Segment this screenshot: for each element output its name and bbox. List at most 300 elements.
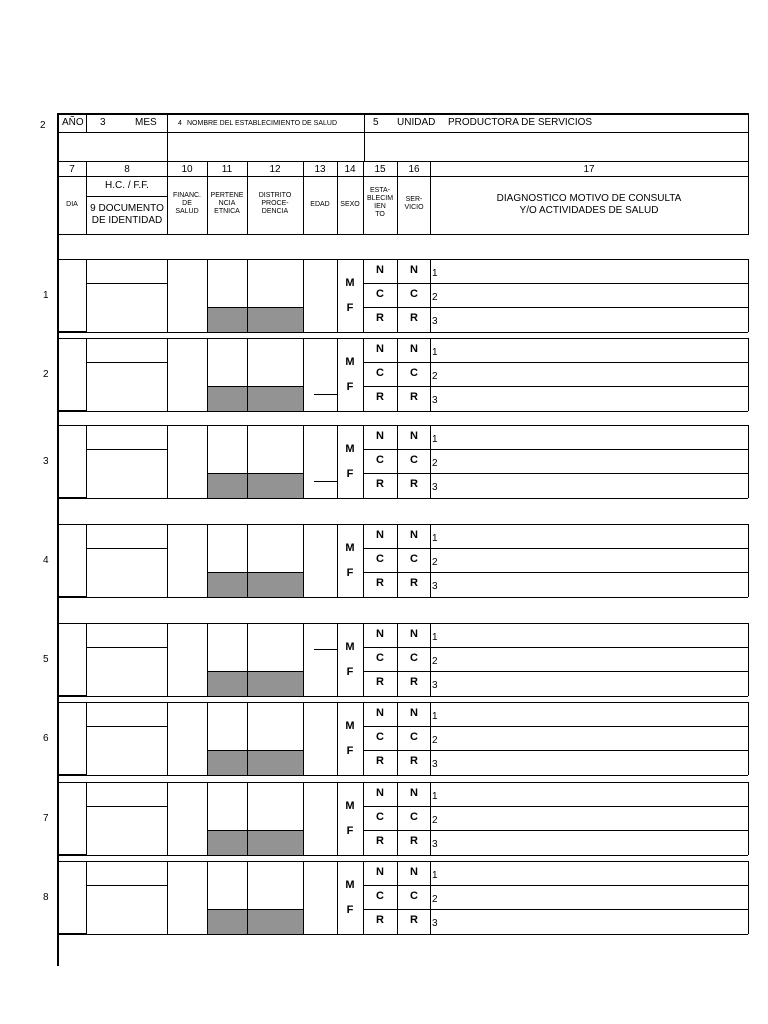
record-column-separator [430, 861, 431, 934]
record-hc-line [86, 806, 167, 807]
servicio-status-option[interactable]: C [410, 811, 418, 823]
record-column-separator [397, 425, 398, 498]
record-row-line [363, 671, 748, 672]
record-column-separator [748, 702, 749, 775]
establecimiento-status-option[interactable]: R [376, 312, 384, 324]
record-row-line [363, 572, 748, 573]
col-num-15: 15 [374, 164, 386, 175]
distrito-label-3: DENCIA [261, 208, 289, 215]
servicio-label-1: SER- [405, 196, 423, 203]
servicio-status-option[interactable]: R [410, 577, 418, 589]
record-column-separator [57, 524, 58, 597]
establecimiento-status-option[interactable]: C [376, 454, 384, 466]
establecimiento-col-label-1: ESTA- [369, 187, 391, 194]
diagnosis-line-number: 3 [432, 581, 438, 592]
shaded-top-line [207, 909, 303, 910]
record-bottom-line [86, 332, 748, 333]
establecimiento-status-option[interactable]: R [376, 755, 384, 767]
edad-label: EDAD [310, 201, 330, 208]
record-row-line [363, 283, 748, 284]
unidad-label: UNIDAD [397, 117, 436, 128]
record-hc-line [86, 362, 167, 363]
col-num-8: 8 [124, 164, 130, 175]
col-num-11: 11 [221, 164, 233, 175]
establecimiento-status-option[interactable]: N [376, 628, 384, 640]
servicio-status-option[interactable]: N [410, 866, 418, 878]
servicio-status-option[interactable]: R [410, 478, 418, 490]
financ-label-3: SALUD [175, 208, 199, 215]
record-hc-line [86, 726, 167, 727]
servicio-status-option[interactable]: C [410, 288, 418, 300]
pertenencia-shaded-cell [208, 672, 247, 696]
establecimiento-status-option[interactable]: N [376, 707, 384, 719]
pertenencia-shaded-cell [208, 474, 247, 498]
record-column-separator [337, 861, 338, 934]
record-row-line [363, 726, 748, 727]
pertenencia-shaded-cell [208, 308, 247, 332]
col-sep-397 [397, 161, 398, 234]
record-column-separator [303, 524, 304, 597]
financ-label-2: DE [182, 200, 192, 207]
sex-option-m[interactable]: M [345, 356, 355, 368]
sex-option-f[interactable]: F [346, 302, 354, 314]
record-column-separator [337, 259, 338, 332]
record-number: 2 [43, 369, 49, 380]
diagnosis-line-number: 2 [432, 458, 438, 469]
record-column-separator [86, 338, 87, 411]
record-column-separator [748, 338, 749, 411]
col-sep-247 [247, 161, 248, 234]
establecimiento-status-option[interactable]: R [376, 676, 384, 688]
record-column-separator [748, 782, 749, 855]
record-column-separator [86, 782, 87, 855]
record-hc-line [86, 885, 167, 886]
establecimiento-status-option[interactable]: N [376, 787, 384, 799]
record-column-separator [748, 259, 749, 332]
establecimiento-status-option[interactable]: C [376, 811, 384, 823]
servicio-status-option[interactable]: R [410, 676, 418, 688]
record-column-separator [167, 425, 168, 498]
record-column-separator [167, 702, 168, 775]
record-column-separator [57, 338, 58, 411]
distrito-shaded-cell [248, 573, 303, 597]
record-column-separator [397, 702, 398, 775]
diagnosis-line-number: 2 [432, 656, 438, 667]
record-bottom-line [86, 411, 748, 412]
sex-option-f[interactable]: F [346, 381, 354, 393]
record-row-line [363, 362, 748, 363]
establecimiento-status-option[interactable]: C [376, 652, 384, 664]
col-num-16: 16 [408, 164, 420, 175]
col-sep-337 [337, 161, 338, 234]
sex-option-m[interactable]: M [345, 542, 355, 554]
diagnosis-line-number: 1 [432, 870, 438, 881]
record-hc-line [86, 283, 167, 284]
col-num-14: 14 [344, 164, 356, 175]
establecimiento-status-option[interactable]: R [376, 914, 384, 926]
diagnosis-line-number: 3 [432, 759, 438, 770]
record-column-separator [167, 338, 168, 411]
header-line-2 [57, 161, 749, 162]
record-column-separator [363, 338, 364, 411]
hc-ff-label: H.C. / F.F. [105, 180, 149, 191]
record-row-line [363, 647, 748, 648]
record-row-line [363, 750, 748, 751]
frame-top-line [57, 113, 749, 115]
record-hc-line [86, 647, 167, 648]
record-top-line [57, 623, 749, 624]
record-bottom-line [86, 934, 748, 935]
pertenencia-shaded-cell [208, 573, 247, 597]
record-column-separator [303, 338, 304, 411]
distrito-label-2: PROCE- [261, 200, 289, 207]
servicio-status-option[interactable]: C [410, 890, 418, 902]
record-column-separator [337, 338, 338, 411]
servicio-status-option[interactable]: N [410, 628, 418, 640]
diagnosis-line-number: 3 [432, 918, 438, 929]
header-row-number: 2 [40, 120, 46, 131]
diagnosis-line-number: 3 [432, 316, 438, 327]
establecimiento-status-option[interactable]: C [376, 288, 384, 300]
establecimiento-col-label-3: IEN [374, 203, 386, 210]
establecimiento-status-option[interactable]: N [376, 264, 384, 276]
record-column-separator [303, 861, 304, 934]
record-column-separator [748, 861, 749, 934]
record-day-separator [57, 497, 87, 499]
record-row-line [363, 449, 748, 450]
title-sep-2 [167, 113, 168, 161]
sexo-label: SEXO [340, 201, 360, 208]
servicio-status-option[interactable]: C [410, 553, 418, 565]
shaded-top-line [207, 572, 303, 573]
record-column-separator [430, 782, 431, 855]
title-sep-3 [364, 113, 365, 161]
servicio-status-option[interactable]: N [410, 430, 418, 442]
record-row-line [363, 386, 748, 387]
record-row-line [363, 909, 748, 910]
col-sep-167 [167, 161, 168, 234]
edad-line [314, 481, 338, 482]
diagnosis-line-number: 3 [432, 839, 438, 850]
record-column-separator [337, 782, 338, 855]
record-day-separator [57, 933, 87, 935]
sex-option-m[interactable]: M [345, 443, 355, 455]
distrito-shaded-cell [248, 308, 303, 332]
establecimiento-status-option[interactable]: C [376, 731, 384, 743]
establecimiento-status-option[interactable]: C [376, 367, 384, 379]
establecimiento-status-option[interactable]: R [376, 835, 384, 847]
record-number: 6 [43, 733, 49, 744]
record-row-line [363, 830, 748, 831]
servicio-status-option[interactable]: N [410, 264, 418, 276]
frame-right-line [748, 113, 749, 234]
record-row-line [363, 548, 748, 549]
sex-option-f[interactable]: F [346, 745, 354, 757]
record-column-separator [430, 338, 431, 411]
record-day-separator [57, 410, 87, 412]
record-column-separator [397, 782, 398, 855]
servicio-status-option[interactable]: C [410, 367, 418, 379]
establecimiento-status-option[interactable]: N [376, 866, 384, 878]
pertenencia-shaded-cell [208, 751, 247, 775]
record-bottom-line [86, 498, 748, 499]
sex-option-f[interactable]: F [346, 904, 354, 916]
record-column-separator [167, 782, 168, 855]
diagnosis-line-number: 2 [432, 557, 438, 568]
servicio-status-option[interactable]: R [410, 914, 418, 926]
pertenencia-shaded-cell [208, 910, 247, 934]
record-bottom-line [86, 855, 748, 856]
col-sep-86 [86, 161, 87, 234]
record-column-separator [363, 861, 364, 934]
diagnosis-line-number: 3 [432, 482, 438, 493]
sex-option-m[interactable]: M [345, 800, 355, 812]
record-top-line [57, 425, 749, 426]
diagnosis-line-number: 3 [432, 680, 438, 691]
record-day-separator [57, 774, 87, 776]
establecimiento-status-option[interactable]: N [376, 430, 384, 442]
diagnosis-line-number: 2 [432, 371, 438, 382]
establecimiento-col-label-4: TO [375, 211, 385, 218]
record-column-separator [363, 782, 364, 855]
header-line-3 [57, 176, 749, 177]
establecimiento-col-label-2: BLECIM [366, 195, 394, 202]
record-number: 5 [43, 654, 49, 665]
record-top-line [57, 782, 749, 783]
record-column-separator [167, 259, 168, 332]
establecimiento-status-option[interactable]: R [376, 391, 384, 403]
record-column-separator [303, 259, 304, 332]
distrito-shaded-cell [248, 831, 303, 855]
record-row-line [363, 473, 748, 474]
servicio-status-option[interactable]: C [410, 454, 418, 466]
record-column-separator [303, 702, 304, 775]
record-column-separator [337, 524, 338, 597]
diagnosis-line-number: 2 [432, 894, 438, 905]
pertenencia-shaded-cell [208, 831, 247, 855]
record-hc-line [86, 548, 167, 549]
establecimiento-label: NOMBRE DEL ESTABLECIMIENTO DE SALUD [187, 120, 338, 127]
distrito-shaded-cell [248, 672, 303, 696]
record-column-separator [748, 524, 749, 597]
pertenencia-label-3: ETNICA [214, 208, 240, 215]
record-column-separator [167, 524, 168, 597]
servicio-status-option[interactable]: N [410, 529, 418, 541]
record-number: 4 [43, 555, 49, 566]
record-column-separator [303, 623, 304, 696]
sex-option-f[interactable]: F [346, 825, 354, 837]
record-bottom-line [86, 597, 748, 598]
servicio-label-2: VICIO [404, 204, 424, 211]
shaded-top-line [207, 830, 303, 831]
record-column-separator [303, 425, 304, 498]
sex-option-m[interactable]: M [345, 879, 355, 891]
record-column-separator [397, 338, 398, 411]
sex-option-m[interactable]: M [345, 720, 355, 732]
record-top-line [57, 861, 749, 862]
distrito-shaded-cell [248, 387, 303, 411]
record-column-separator [57, 425, 58, 498]
record-top-line [57, 524, 749, 525]
mes-label: MES [135, 117, 157, 128]
shaded-top-line [207, 671, 303, 672]
establecimiento-status-option[interactable]: N [376, 343, 384, 355]
shaded-top-line [207, 473, 303, 474]
record-column-separator [363, 702, 364, 775]
col-num-13: 13 [314, 164, 326, 175]
record-column-separator [57, 259, 58, 332]
header-line-1 [57, 132, 749, 133]
record-column-separator [86, 702, 87, 775]
record-column-separator [86, 259, 87, 332]
record-top-line [57, 338, 749, 339]
record-column-separator [397, 524, 398, 597]
servicio-status-option[interactable]: N [410, 343, 418, 355]
record-top-line [57, 702, 749, 703]
servicio-status-option[interactable]: R [410, 312, 418, 324]
record-column-separator [363, 524, 364, 597]
record-column-separator [748, 425, 749, 498]
establecimiento-status-option[interactable]: N [376, 529, 384, 541]
diagnosis-line-number: 2 [432, 735, 438, 746]
servicio-status-option[interactable]: R [410, 391, 418, 403]
title-sep-1 [86, 113, 87, 132]
servicio-status-option[interactable]: C [410, 652, 418, 664]
financ-label-1: FINANC. [173, 192, 201, 199]
record-column-separator [337, 425, 338, 498]
record-column-separator [430, 702, 431, 775]
header-line-4 [57, 234, 749, 235]
documento-label-2: DE IDENTIDAD [91, 215, 163, 226]
record-top-line [57, 259, 749, 260]
record-number: 8 [43, 892, 49, 903]
unidad-number: 5 [373, 117, 379, 128]
col-sep-207 [207, 161, 208, 234]
edad-line [314, 649, 338, 650]
sex-option-f[interactable]: F [346, 567, 354, 579]
diagnosis-line-number: 3 [432, 395, 438, 406]
diagnosis-line-number: 1 [432, 347, 438, 358]
record-column-separator [748, 623, 749, 696]
record-column-separator [337, 623, 338, 696]
establecimiento-status-option[interactable]: C [376, 890, 384, 902]
sex-option-m[interactable]: M [345, 277, 355, 289]
dia-label: DIA [66, 201, 78, 208]
col-sep-363 [363, 161, 364, 234]
diagnosis-line-number: 1 [432, 711, 438, 722]
record-column-separator [86, 623, 87, 696]
diagnosis-line-number: 1 [432, 533, 438, 544]
record-column-separator [167, 861, 168, 934]
diagnosis-line-number: 1 [432, 791, 438, 802]
sex-option-f[interactable]: F [346, 666, 354, 678]
unidad-label-b: PRODUCTORA DE SERVICIOS [448, 117, 593, 128]
record-column-separator [430, 259, 431, 332]
record-number: 1 [43, 290, 49, 301]
record-row-line [363, 885, 748, 886]
distrito-shaded-cell [248, 910, 303, 934]
establecimiento-number: 4 [178, 120, 182, 127]
record-column-separator [363, 425, 364, 498]
record-column-separator [57, 861, 58, 934]
record-day-separator [57, 331, 87, 333]
pertenencia-label-2: NCIA [218, 200, 236, 207]
pertenencia-shaded-cell [208, 387, 247, 411]
col-sep-430 [430, 161, 431, 234]
record-bottom-line [86, 775, 748, 776]
record-column-separator [303, 782, 304, 855]
hc-divider [86, 196, 167, 197]
edad-line [314, 394, 338, 395]
col-num-17: 17 [583, 164, 595, 175]
record-day-separator [57, 596, 87, 598]
diagnosis-line-number: 2 [432, 815, 438, 826]
sex-option-f[interactable]: F [346, 468, 354, 480]
record-column-separator [430, 524, 431, 597]
record-column-separator [57, 623, 58, 696]
record-column-separator [397, 259, 398, 332]
establecimiento-status-option[interactable]: C [376, 553, 384, 565]
documento-label-1: 9 DOCUMENTO [90, 203, 164, 214]
shaded-top-line [207, 386, 303, 387]
sex-option-m[interactable]: M [345, 641, 355, 653]
diagnostico-label-1: DIAGNOSTICO MOTIVO DE CONSULTA [496, 193, 682, 204]
record-column-separator [57, 782, 58, 855]
record-hc-line [86, 449, 167, 450]
record-day-separator [57, 854, 87, 856]
diagnosis-line-number: 2 [432, 292, 438, 303]
col-num-10: 10 [181, 164, 193, 175]
record-bottom-line [86, 696, 748, 697]
col-num-7: 7 [69, 164, 75, 175]
record-column-separator [86, 861, 87, 934]
diagnostico-label-2: Y/O ACTIVIDADES DE SALUD [519, 205, 659, 216]
ano-label: AÑO [62, 117, 84, 128]
col-sep-303 [303, 161, 304, 234]
distrito-label-1: DISTRITO [258, 192, 292, 199]
record-column-separator [57, 702, 58, 775]
servicio-status-option[interactable]: C [410, 731, 418, 743]
record-column-separator [86, 524, 87, 597]
record-column-separator [363, 259, 364, 332]
diagnosis-line-number: 1 [432, 268, 438, 279]
servicio-status-option[interactable]: R [410, 835, 418, 847]
col-num-12: 12 [269, 164, 281, 175]
servicio-status-option[interactable]: N [410, 707, 418, 719]
establecimiento-status-option[interactable]: R [376, 577, 384, 589]
record-day-separator [57, 695, 87, 697]
record-column-separator [397, 623, 398, 696]
servicio-status-option[interactable]: N [410, 787, 418, 799]
shaded-top-line [207, 750, 303, 751]
record-column-separator [86, 425, 87, 498]
record-column-separator [430, 425, 431, 498]
establecimiento-status-option[interactable]: R [376, 478, 384, 490]
pertenencia-label-1: PERTENE [210, 192, 244, 199]
record-column-separator [430, 623, 431, 696]
mes-number: 3 [100, 117, 106, 128]
record-number: 3 [43, 456, 49, 467]
record-column-separator [397, 861, 398, 934]
servicio-status-option[interactable]: R [410, 755, 418, 767]
distrito-shaded-cell [248, 751, 303, 775]
record-row-line [363, 806, 748, 807]
diagnosis-line-number: 1 [432, 632, 438, 643]
distrito-shaded-cell [248, 474, 303, 498]
record-column-separator [167, 623, 168, 696]
record-row-line [363, 307, 748, 308]
shaded-top-line [207, 307, 303, 308]
